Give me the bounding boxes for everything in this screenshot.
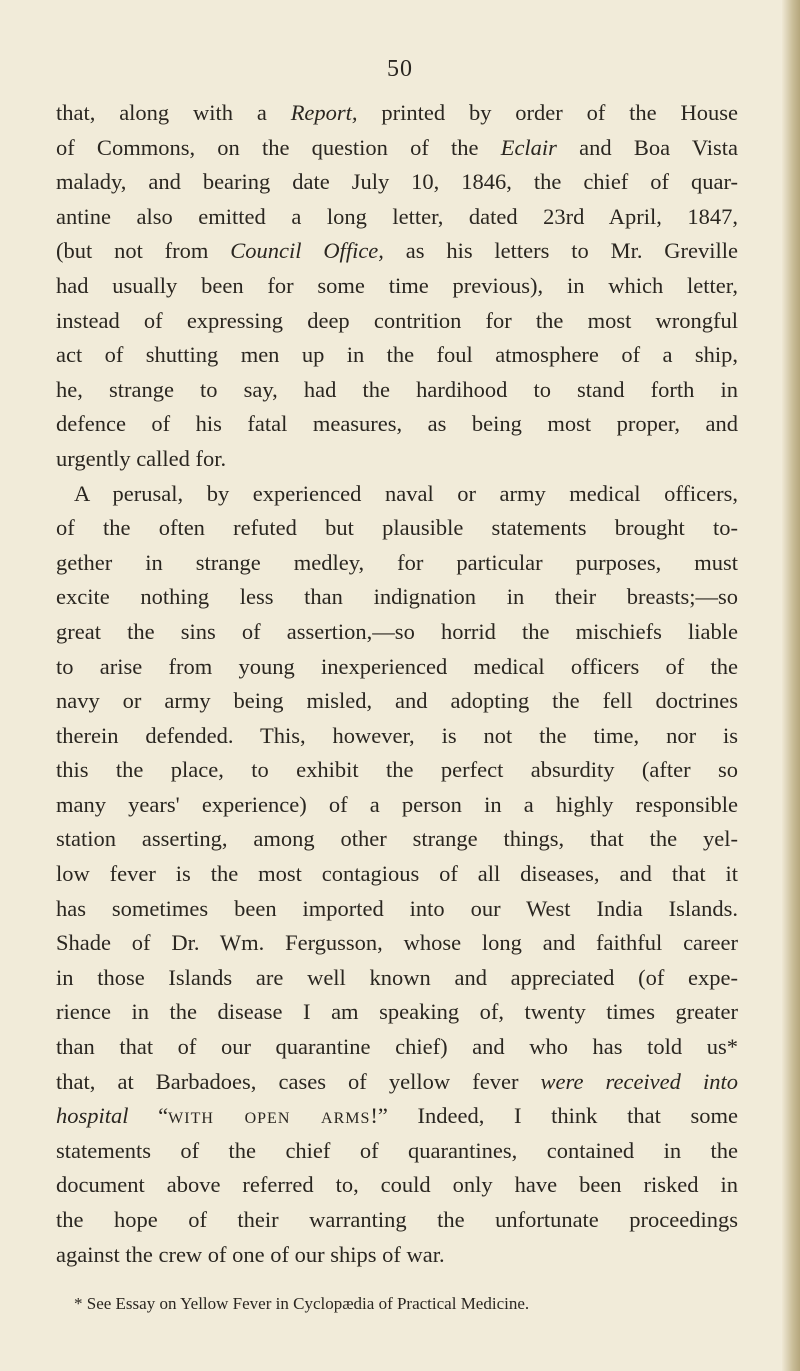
text-line	[56, 892, 738, 927]
text-run: has sometimes been imported into our West India Islands.	[56, 895, 738, 921]
text-run: in those Islands are well known and appreciated (of expe-	[56, 964, 738, 990]
body-text	[56, 96, 738, 1272]
text-line	[56, 304, 738, 339]
text-line	[56, 269, 738, 304]
text-line	[56, 1065, 738, 1100]
text-line	[56, 442, 738, 477]
text-line	[56, 200, 738, 235]
smallcaps-text: with open arms	[168, 1103, 371, 1129]
text-line	[56, 477, 738, 512]
text-run: this the place, to exhibit the perfect absurdity (after so	[56, 757, 738, 783]
text-run: therein defended. This, however, is not the time, nor is	[56, 722, 738, 748]
text-run: antine also emitted a long letter, dated 23rd April, 1847,	[56, 203, 738, 229]
text-run: as his letters to Mr. Greville	[383, 238, 738, 264]
text-run: to arise from young inexperienced medical officers of the	[56, 653, 738, 679]
text-line	[56, 511, 738, 546]
text-run: Shade of Dr. Wm. Fergusson, whose long and faithful career	[56, 930, 738, 956]
text-run: the hope of their warranting the unfortunate proceedings	[56, 1207, 738, 1232]
text-run: gether in strange medley, for particular purposes, must	[56, 549, 738, 575]
text-run: station asserting, among other strange things, that the yel-	[56, 826, 738, 852]
page-edge	[782, 0, 800, 1371]
text-line	[56, 719, 738, 754]
italic-text: Report,	[290, 100, 358, 125]
italic-text: were received into	[540, 1068, 739, 1094]
text-run: urgently called for.	[56, 445, 227, 471]
text-line	[56, 995, 738, 1030]
text-line	[56, 753, 738, 788]
page-number: 50	[387, 56, 413, 82]
text-run: printed by order of the House	[357, 100, 738, 125]
text-run: defence of his fatal measures, as being most proper, and	[56, 411, 738, 437]
text-run: malady, and bearing date July 10, 1846, the chief of quar-	[56, 169, 738, 195]
paragraph-1	[56, 96, 738, 477]
text-line	[56, 338, 738, 373]
text-line	[56, 788, 738, 823]
text-run: and Boa Vista	[556, 134, 738, 160]
text-line	[56, 165, 738, 200]
text-line	[56, 650, 738, 685]
text-run: document above referred to, could only have been risked in	[56, 1172, 738, 1198]
text-run: excite nothing less than indignation in their breasts;—so	[56, 584, 738, 610]
text-line	[56, 926, 738, 961]
text-run: of Commons, on the question of the	[56, 134, 501, 160]
text-run: that, at Barbadoes, cases of yellow fever	[56, 1068, 541, 1094]
text-line	[56, 857, 738, 892]
text-run: statements of the chief of quarantines, contained in the	[56, 1137, 738, 1163]
text-line	[56, 407, 738, 442]
text-line	[56, 684, 738, 719]
text-line	[56, 546, 738, 581]
text-run: that, along with a	[56, 100, 291, 125]
text-line	[56, 1238, 738, 1273]
text-run: instead of expressing deep contrition for the most wrongful	[56, 307, 738, 333]
text-run: great the sins of assertion,—so horrid the mischiefs liable	[56, 618, 738, 644]
text-line	[56, 234, 738, 269]
text-line	[56, 96, 738, 131]
text-run: !” Indeed, I think that some	[370, 1103, 738, 1129]
text-run: (but not from	[56, 238, 231, 264]
italic-text: Council Office,	[230, 238, 384, 264]
text-run: low fever is the most contagious of all diseases, and that it	[56, 861, 738, 887]
text-line	[56, 1168, 738, 1203]
text-run: had usually been for some time previous), in which letter,	[56, 272, 738, 298]
text-line	[56, 1099, 738, 1134]
text-line	[56, 1030, 738, 1065]
text-run: act of shutting men up in the foul atmosphere of a ship,	[56, 342, 738, 368]
text-line	[56, 373, 738, 408]
text-run: A perusal, by experienced naval or army medical officers,	[74, 480, 738, 506]
text-line	[56, 131, 738, 166]
footnote: * See Essay on Yellow Fever in Cyclopædia of Practical Medicine.	[74, 1294, 530, 1313]
italic-text: hospital	[56, 1103, 129, 1129]
text-run: he, strange to say, had the hardihood to stand forth in	[56, 376, 738, 402]
text-run: navy or army being misled, and adopting the fell doctrines	[56, 688, 738, 714]
text-line	[56, 1203, 738, 1238]
text-line	[56, 580, 738, 615]
italic-text: Eclair	[500, 134, 557, 160]
text-line	[56, 961, 738, 996]
text-line	[56, 1134, 738, 1169]
text-run: against the crew of one of our ships of war.	[56, 1241, 445, 1267]
text-run: of the often refuted but plausible statements brought to-	[56, 515, 738, 541]
text-line	[56, 615, 738, 650]
text-run: “	[128, 1103, 169, 1129]
text-run: rience in the disease I am speaking of, twenty times greater	[56, 999, 738, 1025]
text-line	[56, 822, 738, 857]
text-run: than that of our quarantine chief) and who has told us*	[56, 1034, 738, 1060]
text-run: many years' experience) of a person in a highly responsible	[56, 791, 738, 817]
paragraph-2	[56, 477, 738, 1273]
